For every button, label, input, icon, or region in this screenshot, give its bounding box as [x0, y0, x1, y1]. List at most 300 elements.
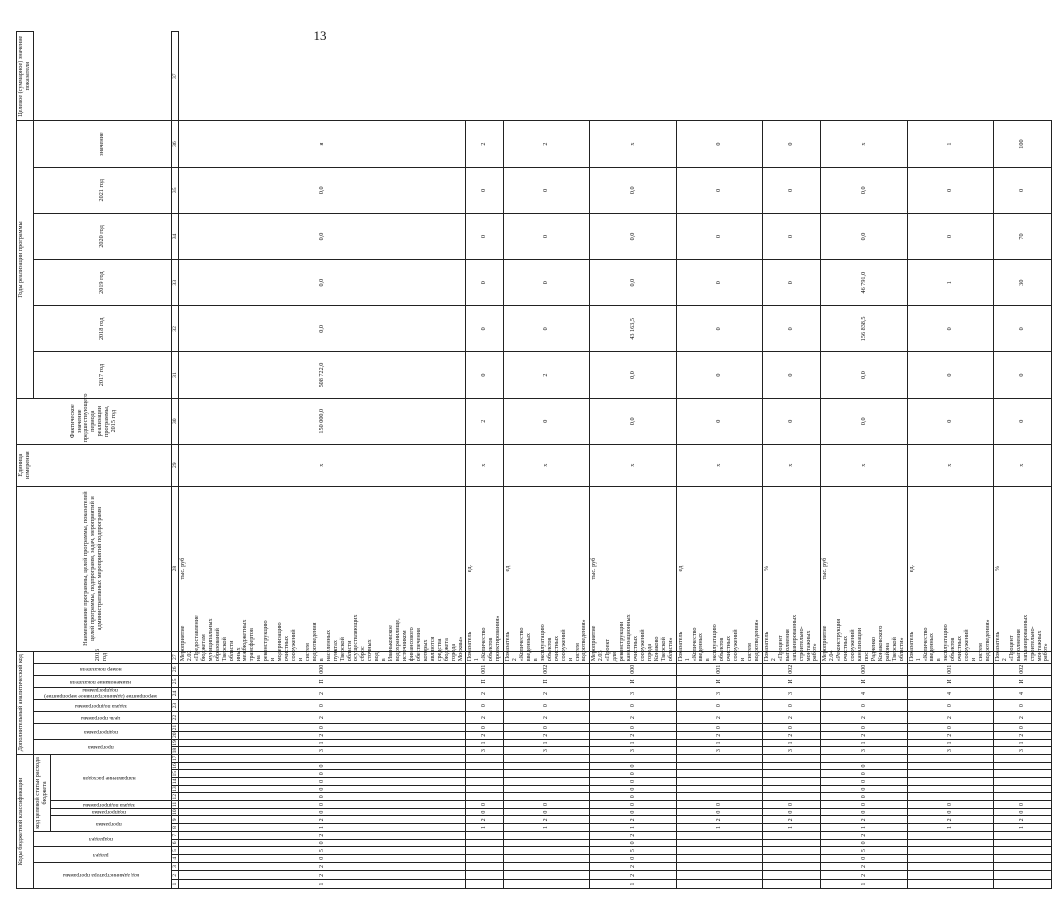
table-row [466, 32, 504, 889]
admin-code-digit: 2 [179, 862, 466, 871]
row-year-value: 0 [993, 167, 1052, 213]
task-digit: 0 [762, 801, 821, 809]
subprogram-digit: 0 [504, 808, 590, 816]
admin-code-digit [676, 871, 762, 880]
task-digit: 0 [821, 801, 907, 809]
section-digit [762, 854, 821, 862]
direction-digit [676, 762, 762, 770]
admin-code-digit: 2 [590, 871, 676, 880]
direction-digit: 0 [821, 770, 907, 778]
row-name: Показатель 1 «Количество объектов проектирования» [466, 651, 504, 663]
admin-code-digit [466, 880, 504, 889]
analytic-program-digit: 3 [179, 747, 466, 755]
subprogram-digit: 0 [179, 808, 466, 816]
row-year-value: 0 [907, 167, 993, 213]
subsection-digit [993, 831, 1052, 839]
section-digit [466, 847, 504, 855]
analytic-event-digit: 2 [179, 687, 466, 699]
table-row [504, 32, 590, 889]
row-final-value: 100 [993, 121, 1052, 167]
section-digit [762, 847, 821, 855]
header-program-a: программа [33, 739, 171, 754]
row-final-value: х [821, 121, 907, 167]
program-digit: 1 [179, 824, 466, 832]
analytic-task-digit: 0 [993, 700, 1052, 712]
row-name: Показатель 2 «Количество введенных в эксплуатацию объектов очистных сооружений и систем водоотведения» [504, 651, 590, 663]
analytic-task-digit: 0 [466, 700, 504, 712]
direction-digit [762, 778, 821, 786]
row-final-value: я [179, 121, 466, 167]
row-year-value: 0 [762, 213, 821, 259]
row-year-value: 0 [907, 306, 993, 352]
direction-digit [504, 762, 590, 770]
table-body [179, 32, 1052, 889]
direction-digit [907, 778, 993, 786]
direction-digit [762, 754, 821, 762]
analytic-event-digit: 4 [993, 687, 1052, 699]
analytic-subprogram-digit: 2 [590, 731, 676, 739]
subsection-digit [993, 839, 1052, 847]
analytic-event-digit: 2 [466, 687, 504, 699]
row-year-value: 70 [993, 213, 1052, 259]
row-final-value: 2 [504, 121, 590, 167]
row-year-value: 0 [504, 213, 590, 259]
analytic-subprogram-digit: 0 [504, 724, 590, 732]
direction-digit [993, 778, 1052, 786]
direction-digit [907, 754, 993, 762]
header-year-2020: 2020 год [33, 213, 171, 259]
table-row [993, 32, 1052, 889]
analytic-program-digit: 1 [821, 739, 907, 747]
header-task-subprogram: задача подпрограммы [33, 700, 171, 712]
admin-code-digit [504, 871, 590, 880]
admin-code-digit: 1 [179, 880, 466, 889]
direction-digit [504, 793, 590, 801]
direction-digit [762, 770, 821, 778]
section-digit: 0 [821, 854, 907, 862]
row-unit: ед [676, 486, 762, 651]
row-name: Мероприятие 2.04 «Реконструкция очистных сооружений канализации пос. Радченко Конаковского района Тверской области» [821, 651, 907, 663]
analytic-task-digit: 2 [676, 712, 762, 724]
direction-digit [466, 785, 504, 793]
admin-code-digit: 2 [179, 871, 466, 880]
table-row [907, 32, 993, 889]
direction-digit [907, 770, 993, 778]
column-number: 37 [171, 32, 178, 121]
header-year-2016: 2016 год [33, 651, 171, 663]
indicator-kind-letter: И [907, 675, 993, 687]
direction-digit: 0 [821, 778, 907, 786]
direction-digit [762, 793, 821, 801]
subsection-digit: 0 [821, 839, 907, 847]
direction-digit [676, 770, 762, 778]
analytic-program-digit: 3 [676, 747, 762, 755]
column-number: 30 [171, 398, 178, 444]
column-number-row [171, 32, 178, 889]
column-number: 28 [171, 486, 178, 651]
subsection-digit: 2 [179, 831, 466, 839]
analytic-task-digit: 2 [993, 712, 1052, 724]
row-year-value: 156 838,5 [821, 306, 907, 352]
analytic-program-digit: 1 [590, 739, 676, 747]
row-unit: тыс. руб [590, 486, 676, 651]
program-digit: 2 [590, 816, 676, 824]
column-number: 2 [171, 871, 178, 880]
section-digit [466, 854, 504, 862]
row-year-value: 43 163,5 [590, 306, 676, 352]
column-number: 29 [171, 444, 178, 486]
row-fact-value: х [907, 444, 993, 486]
analytic-subprogram-digit: 2 [676, 731, 762, 739]
row-unit: ед. [907, 486, 993, 651]
program-characteristics-table [16, 31, 1052, 889]
header-subprogram-a: подпрограмма [33, 724, 171, 739]
direction-digit: 0 [821, 762, 907, 770]
row-fact-value: х [504, 444, 590, 486]
admin-code-digit [907, 880, 993, 889]
header-unit: Единица измерения [17, 444, 172, 486]
row-unit: ед. [466, 486, 504, 651]
program-digit: 1 [676, 824, 762, 832]
direction-digit: 0 [590, 762, 676, 770]
header-year-2019: 2019 год [33, 260, 171, 306]
column-number: 25 [171, 675, 178, 687]
table-row [676, 32, 762, 889]
direction-digit [993, 770, 1052, 778]
program-digit: 1 [993, 824, 1052, 832]
row-year-value: 0,0 [179, 167, 466, 213]
row-fact-value: х [676, 444, 762, 486]
direction-digit: 0 [821, 785, 907, 793]
row-name: Мероприятие 2.03 «Проект для реконструкции канализационных очистных сооружений города Конаково Тверской области» [590, 651, 676, 663]
program-digit: 2 [466, 816, 504, 824]
analytic-program-digit: 3 [466, 747, 504, 755]
analytic-program-digit: 1 [179, 739, 466, 747]
row-fact-value: х [466, 444, 504, 486]
analytic-task-digit: 0 [179, 700, 466, 712]
analytic-subprogram-digit: 0 [179, 724, 466, 732]
header-fact: Фактическое значение предшествующего периода реализации программы, 2015 год [17, 398, 172, 444]
direction-digit [907, 793, 993, 801]
row-name: Показатель 2 «Процент выполнения запланированных строительно-монтажных работ» [993, 651, 1052, 663]
row-year-value: 0 [676, 260, 762, 306]
row-final-value: 2 [466, 121, 504, 167]
column-number: 19 [171, 740, 178, 746]
direction-digit: 0 [179, 778, 466, 786]
direction-digit [676, 778, 762, 786]
table-row [821, 32, 907, 889]
admin-code-digit [993, 880, 1052, 889]
subsection-digit [466, 831, 504, 839]
column-number: 31 [171, 352, 178, 398]
column-number: 9 [171, 816, 178, 824]
direction-digit [676, 754, 762, 762]
direction-digit [907, 762, 993, 770]
row-year-value: 0 [676, 167, 762, 213]
analytic-event-digit: 2 [504, 687, 590, 699]
row-unit: % [762, 486, 821, 651]
table-row [590, 32, 676, 889]
admin-code-digit [993, 871, 1052, 880]
section-digit: 0 [590, 854, 676, 862]
subsection-digit [676, 831, 762, 839]
indicator-number: 000 [821, 663, 907, 675]
program-digit: 2 [179, 816, 466, 824]
row-unit: ед [504, 486, 590, 651]
row-year-value: 0,0 [821, 167, 907, 213]
analytic-program-digit: 1 [466, 739, 504, 747]
row-name: Показатель 2 «Процент выполнения запланированных строительно-монтажных работ» [762, 651, 821, 663]
task-digit: 0 [993, 801, 1052, 809]
header-indicator-num: номер показателя [33, 663, 171, 675]
analytic-subprogram-digit: 2 [179, 731, 466, 739]
row-fact-value: х [762, 444, 821, 486]
analytic-task-digit: 0 [504, 700, 590, 712]
admin-code-digit [466, 862, 504, 871]
analytic-event-digit: 3 [762, 687, 821, 699]
column-number: 7 [171, 831, 178, 839]
row-final-value: 0 [676, 121, 762, 167]
indicator-kind-letter: П [179, 675, 466, 687]
indicator-kind-letter: И [676, 675, 762, 687]
direction-digit [590, 754, 676, 762]
analytic-event-digit: 4 [907, 687, 993, 699]
column-number: 26 [171, 663, 178, 675]
admin-code-digit [762, 862, 821, 871]
analytic-task-digit: 2 [762, 712, 821, 724]
indicator-number: 001 [907, 663, 993, 675]
direction-digit: 0 [590, 785, 676, 793]
section-digit: 5 [179, 847, 466, 855]
indicator-number: 001 [466, 663, 504, 675]
task-digit: 0 [179, 801, 466, 809]
subsection-digit: 0 [590, 839, 676, 847]
indicator-kind-letter: И [821, 675, 907, 687]
analytic-subprogram-digit: 0 [762, 724, 821, 732]
task-digit: 0 [590, 801, 676, 809]
indicator-number: 002 [762, 663, 821, 675]
header-additional-code: Дополнительный аналитический код [17, 651, 34, 754]
header-budget-codes: Коды бюджетной классификации [17, 754, 34, 888]
indicator-kind-letter: П [504, 675, 590, 687]
row-year-value: 0,0 [590, 213, 676, 259]
section-digit: 5 [821, 847, 907, 855]
row-year-value: 0 [993, 398, 1052, 444]
indicator-number: 000 [590, 663, 676, 675]
row-year-value: 0,0 [821, 398, 907, 444]
column-number: 3 [171, 862, 178, 871]
analytic-subprogram-digit: 0 [907, 724, 993, 732]
indicator-kind-letter: И [590, 675, 676, 687]
row-year-value: 0 [504, 260, 590, 306]
subprogram-digit: 0 [466, 808, 504, 816]
subsection-digit: 2 [821, 831, 907, 839]
row-year-value: 0 [466, 352, 504, 398]
table-row [179, 32, 466, 889]
column-number: 17 [171, 755, 178, 762]
analytic-program-digit: 1 [504, 739, 590, 747]
program-digit: 2 [762, 816, 821, 824]
analytic-task-digit: 2 [907, 712, 993, 724]
header-subprogram: подпрограмма [50, 808, 171, 816]
header-expense-class: код целевой статьи расхода бюджета [33, 754, 50, 831]
analytic-subprogram-digit: 2 [466, 731, 504, 739]
row-year-value: 0 [504, 398, 590, 444]
admin-code-digit [907, 862, 993, 871]
analytic-subprogram-digit: 2 [504, 731, 590, 739]
section-digit: 5 [590, 847, 676, 855]
subprogram-digit: 0 [993, 808, 1052, 816]
admin-code-digit: 1 [590, 880, 676, 889]
program-digit: 2 [821, 816, 907, 824]
analytic-program-digit: 3 [762, 747, 821, 755]
section-digit [993, 847, 1052, 855]
column-number: 23 [171, 700, 178, 712]
subprogram-digit: 0 [762, 808, 821, 816]
direction-digit [762, 762, 821, 770]
section-digit [504, 847, 590, 855]
direction-digit: 0 [821, 793, 907, 801]
direction-digit [504, 778, 590, 786]
header-expense-direction: направление расходов [50, 754, 171, 800]
row-fact-value: х [590, 444, 676, 486]
direction-digit [993, 793, 1052, 801]
analytic-subprogram-digit: 0 [590, 724, 676, 732]
analytic-program-digit: 1 [676, 739, 762, 747]
analytic-event-digit: 3 [590, 687, 676, 699]
program-digit: 1 [466, 824, 504, 832]
task-digit: 0 [504, 801, 590, 809]
program-digit: 2 [907, 816, 993, 824]
program-digit: 1 [762, 824, 821, 832]
column-number: 24 [171, 687, 178, 699]
task-digit: 0 [907, 801, 993, 809]
analytic-program-digit: 1 [993, 739, 1052, 747]
row-year-value: 0 [907, 213, 993, 259]
subsection-digit [504, 839, 590, 847]
direction-digit [504, 770, 590, 778]
subsection-digit: 0 [179, 839, 466, 847]
column-number: 1 [171, 880, 178, 889]
subsection-digit: 2 [590, 831, 676, 839]
analytic-subprogram-digit: 2 [762, 731, 821, 739]
program-digit: 2 [993, 816, 1052, 824]
indicator-kind-letter: И [762, 675, 821, 687]
analytic-task-digit: 2 [821, 712, 907, 724]
program-digit: 2 [676, 816, 762, 824]
analytic-task-digit: 0 [907, 700, 993, 712]
row-year-value: 0 [907, 352, 993, 398]
header-program: программа [50, 816, 171, 831]
admin-code-digit [993, 862, 1052, 871]
analytic-event-digit: 3 [676, 687, 762, 699]
row-name: Показатель 1 «Количество введенных в эксплуатацию объектов очистных сооружений и систем водоотведения» [676, 651, 762, 663]
row-year-value: 0 [504, 167, 590, 213]
admin-code-digit: 2 [821, 862, 907, 871]
analytic-program-digit: 1 [907, 739, 993, 747]
row-year-value: 0,0 [590, 352, 676, 398]
direction-digit [504, 785, 590, 793]
analytic-task-digit: 0 [676, 700, 762, 712]
subsection-digit [504, 831, 590, 839]
direction-digit [179, 754, 466, 762]
column-number: 8 [171, 824, 178, 832]
direction-digit [466, 770, 504, 778]
table-row [762, 32, 821, 889]
section-digit [907, 847, 993, 855]
column-number: 22 [171, 712, 178, 724]
row-year-value: 0 [762, 260, 821, 306]
column-number: 4 [171, 854, 178, 862]
admin-code-digit [504, 880, 590, 889]
column-number: 5 [171, 847, 178, 855]
row-year-value: 0 [762, 398, 821, 444]
direction-digit [466, 762, 504, 770]
admin-code-digit [907, 871, 993, 880]
analytic-program-digit: 3 [504, 747, 590, 755]
subprogram-digit: 0 [590, 808, 676, 816]
column-number: 12 [171, 793, 178, 800]
subsection-digit [762, 831, 821, 839]
analytic-event-digit: 4 [821, 687, 907, 699]
analytic-task-digit: 2 [466, 712, 504, 724]
subsection-digit [466, 839, 504, 847]
row-year-value: 0 [762, 306, 821, 352]
subsection-digit [762, 839, 821, 847]
row-final-value: х [590, 121, 676, 167]
section-digit [676, 847, 762, 855]
analytic-subprogram-digit: 0 [676, 724, 762, 732]
header-final-group: Целевое (суммарное) значение показателя [17, 32, 34, 121]
row-name: Показатель 1 «Количество введенных в эксплуатацию объектов очистных сооружений и систем водоотведения» [907, 651, 993, 663]
row-year-value: 0 [907, 398, 993, 444]
column-number: 27 [171, 651, 178, 663]
direction-digit: 0 [590, 793, 676, 801]
direction-digit [676, 785, 762, 793]
row-final-value: 0 [762, 121, 821, 167]
section-digit [676, 854, 762, 862]
analytic-program-digit: 3 [821, 747, 907, 755]
row-year-value: 0 [466, 167, 504, 213]
header-year-2021: 2021 год [33, 167, 171, 213]
direction-digit: 0 [590, 770, 676, 778]
row-year-value: 0,0 [590, 398, 676, 444]
admin-code-digit [762, 880, 821, 889]
analytic-subprogram-digit: 2 [907, 731, 993, 739]
header-year-2018: 2018 год [33, 306, 171, 352]
direction-digit: 0 [179, 770, 466, 778]
row-year-value: 1 [907, 260, 993, 306]
direction-digit [762, 785, 821, 793]
direction-digit: 0 [179, 793, 466, 801]
subprogram-digit: 0 [821, 808, 907, 816]
section-digit [907, 854, 993, 862]
column-number: 34 [171, 213, 178, 259]
row-year-value: 30 [993, 260, 1052, 306]
row-year-value: 0 [676, 398, 762, 444]
row-year-value: 0,0 [590, 167, 676, 213]
analytic-task-digit: 0 [762, 700, 821, 712]
direction-digit [821, 754, 907, 762]
direction-digit: 0 [179, 785, 466, 793]
row-unit: % [993, 486, 1052, 651]
analytic-subprogram-digit: 2 [993, 731, 1052, 739]
row-year-value: 0,0 [179, 213, 466, 259]
admin-code-digit [504, 862, 590, 871]
indicator-number: 001 [676, 663, 762, 675]
subsection-digit [676, 839, 762, 847]
program-digit: 1 [590, 824, 676, 832]
